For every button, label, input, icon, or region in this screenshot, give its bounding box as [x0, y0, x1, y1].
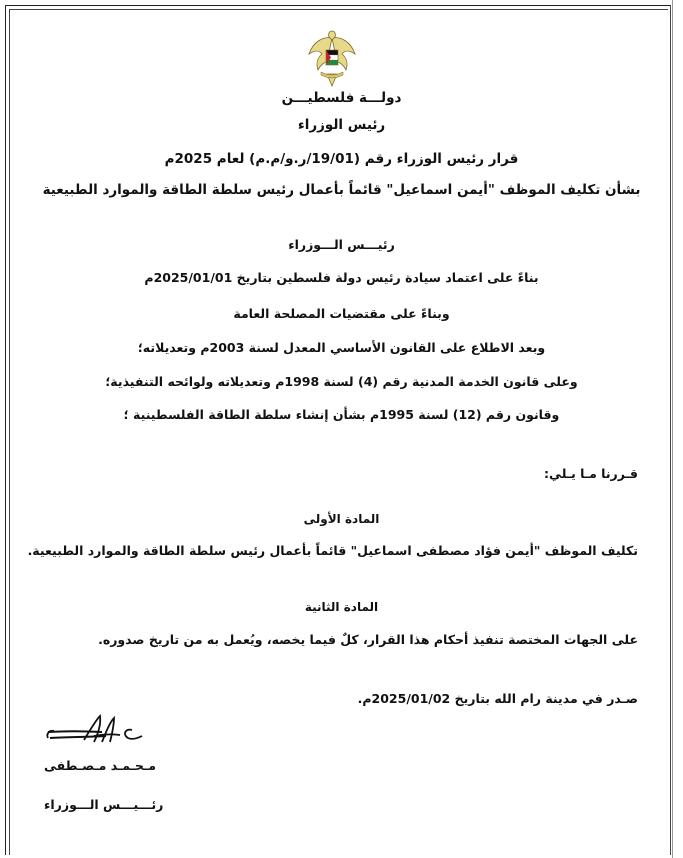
signatory-title: رئـــيـــس الـــوزراء [44, 797, 164, 812]
palestine-eagle-emblem-icon [305, 28, 359, 90]
article-title: المادة الثانية [304, 600, 379, 614]
preamble-line: بناءً على اعتماد سيادة رئيس دولة فلسطين بتاريخ 2025/01/01م [144, 270, 539, 285]
state-name: دولـــة فلسطيـــن [281, 90, 402, 106]
issued-statement: صـدر في مدينة رام الله بتاريخ 2025/01/02م. [357, 691, 638, 706]
article-title: المادة الأولى [303, 512, 380, 526]
decision-title: قرار رئيس الوزراء رقم (19/01/ر.و/م.م) لعام 2025م [164, 151, 519, 167]
preamble-line: وبعد الاطلاع على القانون الأساسي المعدل لسنة 2003م وتعديلاته؛ [137, 340, 546, 355]
preamble-line: وعلى قانون الخدمة المدنية رقم (4) لسنة 1998م وتعديلاته ولوائحه التنفيذية؛ [105, 374, 578, 389]
decided-label: قـررنا مـا يـلي: [544, 466, 638, 481]
article-text: على الجهات المختصة تنفيذ أحكام هذا القرار، كلٌ فيما يخصه، ويُعمل به من تاريخ صدوره. [98, 632, 638, 647]
preamble-heading: رئيـــس الـــوزراء [288, 237, 395, 252]
handwritten-signature-icon [44, 712, 164, 752]
preamble-line: وبناءً على مقتضيات المصلحة العامة [233, 306, 450, 321]
decision-subject: بشأن تكليف الموظف "أيمن اسماعيل" قائماً بأعمال رئيس سلطة الطاقة والموارد الطبيعية [42, 182, 641, 198]
preamble-line: وقانون رقم (12) لسنة 1995م بشأن إنشاء سلطة الطاقة الفلسطينية ؛ [123, 407, 560, 422]
office-title: رئيس الوزراء [297, 117, 386, 133]
signatory-name: مـحـمـد مـصـطفى [44, 758, 156, 773]
article-text: تكليف الموظف "أيمن فؤاد مصطفى اسماعيل" قائماً بأعمال رئيس سلطة الطاقة والموارد الطبيعية. [27, 543, 638, 558]
